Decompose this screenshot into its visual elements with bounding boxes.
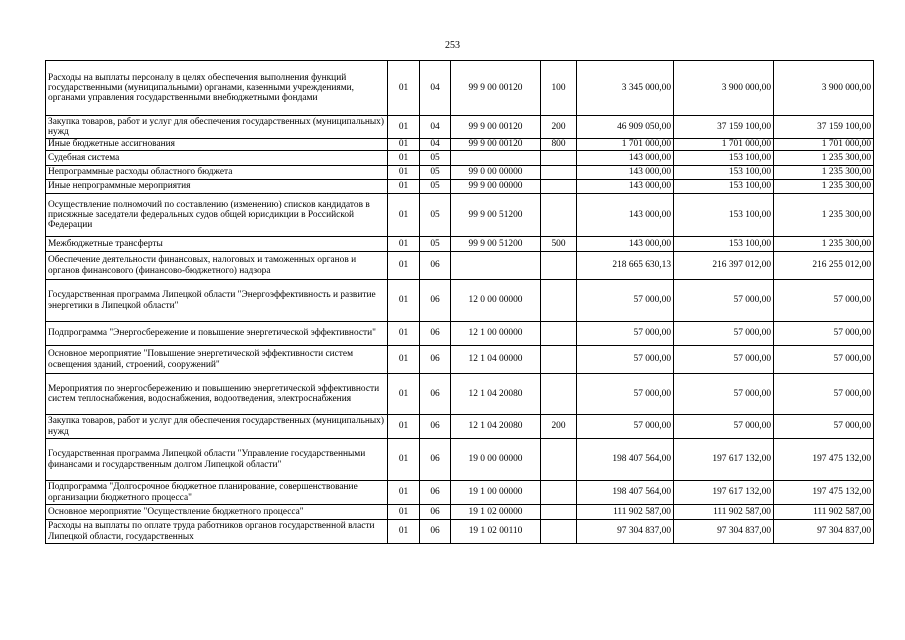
- amount-year2-cell: 57 000,00: [674, 322, 774, 346]
- row-name-cell: Подпрограмма "Долгосрочное бюджетное планирование, совершенствование организации бюджетного процесса": [46, 481, 388, 505]
- amount-year1-cell: 57 000,00: [577, 280, 674, 322]
- section-cell: 01: [388, 180, 420, 194]
- section-cell: 01: [388, 139, 420, 151]
- row-name-cell: Иные бюджетные ассигнования: [46, 139, 388, 151]
- amount-year3-cell: 197 475 132,00: [774, 481, 874, 505]
- amount-year1-cell: 97 304 837,00: [577, 520, 674, 544]
- amount-year1-cell: 198 407 564,00: [577, 439, 674, 481]
- amount-year1-cell: 57 000,00: [577, 322, 674, 346]
- target-article-cell: 19 1 00 00000: [451, 481, 541, 505]
- target-article-cell: 12 0 00 00000: [451, 280, 541, 322]
- page-number: 253: [445, 40, 460, 51]
- table-row: [46, 520, 874, 544]
- amount-year3-cell: 197 475 132,00: [774, 439, 874, 481]
- amount-year3-cell: 37 159 100,00: [774, 116, 874, 139]
- amount-year1-cell: 111 902 587,00: [577, 505, 674, 520]
- target-article-cell: 99 9 00 00120: [451, 116, 541, 139]
- table-row: [46, 151, 874, 166]
- subsection-cell: 04: [420, 139, 451, 151]
- row-name-cell: Основное мероприятие "Осуществление бюджетного процесса": [46, 505, 388, 520]
- amount-year3-cell: 57 000,00: [774, 322, 874, 346]
- amount-year2-cell: 37 159 100,00: [674, 116, 774, 139]
- target-article-cell: 12 1 00 00000: [451, 322, 541, 346]
- section-cell: 01: [388, 280, 420, 322]
- amount-year2-cell: 153 100,00: [674, 237, 774, 252]
- amount-year3-cell: 1 235 300,00: [774, 237, 874, 252]
- subsection-cell: 06: [420, 481, 451, 505]
- amount-year3-cell: 1 235 300,00: [774, 180, 874, 194]
- section-cell: 01: [388, 116, 420, 139]
- table-row: [46, 180, 874, 194]
- amount-year1-cell: 46 909 050,00: [577, 116, 674, 139]
- table-row: [46, 280, 874, 322]
- subsection-cell: 06: [420, 415, 451, 439]
- row-name-cell: Основное мероприятие "Повышение энергетической эффективности систем освещения зданий, строений, сооружений": [46, 346, 388, 374]
- row-name-cell: Расходы на выплаты по оплате труда работников органов государственной власти Липецкой области, государственных: [46, 520, 388, 544]
- amount-year1-cell: 57 000,00: [577, 374, 674, 415]
- target-article-cell: 99 0 00 00000: [451, 166, 541, 180]
- subsection-cell: 06: [420, 322, 451, 346]
- row-name-cell: Межбюджетные трансферты: [46, 237, 388, 252]
- row-name-cell: Непрограммные расходы областного бюджета: [46, 166, 388, 180]
- amount-year1-cell: 143 000,00: [577, 237, 674, 252]
- table-row: [46, 139, 874, 151]
- table-row: [46, 322, 874, 346]
- section-cell: 01: [388, 505, 420, 520]
- amount-year2-cell: 111 902 587,00: [674, 505, 774, 520]
- table-row: [46, 61, 874, 116]
- table-row: [46, 374, 874, 415]
- amount-year2-cell: 153 100,00: [674, 166, 774, 180]
- section-cell: 01: [388, 374, 420, 415]
- target-article-cell: 99 9 00 00000: [451, 180, 541, 194]
- amount-year3-cell: 3 900 000,00: [774, 61, 874, 116]
- amount-year1-cell: 143 000,00: [577, 180, 674, 194]
- expense-type-cell: [541, 151, 577, 166]
- section-cell: 01: [388, 520, 420, 544]
- section-cell: 01: [388, 61, 420, 116]
- section-cell: 01: [388, 346, 420, 374]
- subsection-cell: 05: [420, 180, 451, 194]
- expense-type-cell: 200: [541, 415, 577, 439]
- subsection-cell: 05: [420, 194, 451, 237]
- table-row: [46, 346, 874, 374]
- expense-type-cell: 200: [541, 116, 577, 139]
- amount-year1-cell: 143 000,00: [577, 166, 674, 180]
- amount-year2-cell: 57 000,00: [674, 280, 774, 322]
- amount-year1-cell: 218 665 630,13: [577, 252, 674, 280]
- target-article-cell: 19 1 02 00000: [451, 505, 541, 520]
- target-article-cell: 12 1 04 20080: [451, 415, 541, 439]
- table-row: [46, 505, 874, 520]
- table-row: [46, 237, 874, 252]
- target-article-cell: 19 0 00 00000: [451, 439, 541, 481]
- row-name-cell: Государственная программа Липецкой области "Энергоэффективность и развитие энергетики в Липецкой области": [46, 280, 388, 322]
- subsection-cell: 06: [420, 280, 451, 322]
- amount-year2-cell: 153 100,00: [674, 194, 774, 237]
- amount-year3-cell: 57 000,00: [774, 346, 874, 374]
- expense-type-cell: [541, 439, 577, 481]
- section-cell: 01: [388, 252, 420, 280]
- row-name-cell: Закупка товаров, работ и услуг для обеспечения государственных (муниципальных) нужд: [46, 415, 388, 439]
- subsection-cell: 04: [420, 61, 451, 116]
- table-row: [46, 194, 874, 237]
- target-article-cell: 19 1 02 00110: [451, 520, 541, 544]
- section-cell: 01: [388, 481, 420, 505]
- amount-year2-cell: 197 617 132,00: [674, 439, 774, 481]
- table-row: [46, 415, 874, 439]
- subsection-cell: 06: [420, 439, 451, 481]
- target-article-cell: 12 1 04 00000: [451, 346, 541, 374]
- expense-type-cell: 500: [541, 237, 577, 252]
- expense-type-cell: [541, 346, 577, 374]
- expense-type-cell: [541, 374, 577, 415]
- amount-year1-cell: 3 345 000,00: [577, 61, 674, 116]
- expense-type-cell: 800: [541, 139, 577, 151]
- section-cell: 01: [388, 166, 420, 180]
- amount-year3-cell: 1 701 000,00: [774, 139, 874, 151]
- subsection-cell: 05: [420, 237, 451, 252]
- section-cell: 01: [388, 439, 420, 481]
- row-name-cell: Закупка товаров, работ и услуг для обеспечения государственных (муниципальных) нужд: [46, 116, 388, 139]
- table-body: [46, 61, 874, 544]
- row-name-cell: Расходы на выплаты персоналу в целях обеспечения выполнения функций государственными (муниципальными) органами, казенными учреждениями, органами управления государственными внебюджетными фондами: [46, 61, 388, 116]
- section-cell: 01: [388, 415, 420, 439]
- amount-year3-cell: 97 304 837,00: [774, 520, 874, 544]
- expense-type-cell: [541, 322, 577, 346]
- amount-year2-cell: 97 304 837,00: [674, 520, 774, 544]
- amount-year3-cell: 57 000,00: [774, 374, 874, 415]
- section-cell: 01: [388, 194, 420, 237]
- expense-type-cell: [541, 505, 577, 520]
- expense-type-cell: [541, 166, 577, 180]
- budget-table: [45, 60, 874, 544]
- expense-type-cell: [541, 252, 577, 280]
- expense-type-cell: 100: [541, 61, 577, 116]
- amount-year2-cell: 57 000,00: [674, 346, 774, 374]
- table-row: [46, 439, 874, 481]
- expense-type-cell: [541, 194, 577, 237]
- amount-year3-cell: 1 235 300,00: [774, 151, 874, 166]
- amount-year3-cell: 216 255 012,00: [774, 252, 874, 280]
- subsection-cell: 04: [420, 116, 451, 139]
- amount-year2-cell: 57 000,00: [674, 374, 774, 415]
- amount-year2-cell: 216 397 012,00: [674, 252, 774, 280]
- target-article-cell: 99 9 00 00120: [451, 139, 541, 151]
- amount-year2-cell: 197 617 132,00: [674, 481, 774, 505]
- target-article-cell: 12 1 04 20080: [451, 374, 541, 415]
- row-name-cell: Подпрограмма "Энергосбережение и повышение энергетической эффективности": [46, 322, 388, 346]
- target-article-cell: 99 9 00 51200: [451, 237, 541, 252]
- row-name-cell: Государственная программа Липецкой области "Управление государственными финансами и государственным долгом Липецкой области": [46, 439, 388, 481]
- amount-year2-cell: 153 100,00: [674, 151, 774, 166]
- section-cell: 01: [388, 237, 420, 252]
- section-cell: 01: [388, 151, 420, 166]
- table-row: [46, 481, 874, 505]
- subsection-cell: 05: [420, 151, 451, 166]
- table-row: [46, 166, 874, 180]
- expense-type-cell: [541, 280, 577, 322]
- table-row: [46, 116, 874, 139]
- amount-year3-cell: 57 000,00: [774, 415, 874, 439]
- amount-year1-cell: 57 000,00: [577, 415, 674, 439]
- row-name-cell: Судебная система: [46, 151, 388, 166]
- row-name-cell: Осуществление полномочий по составлению (изменению) списков кандидатов в присяжные заседатели федеральных судов общей юрисдикции в Российской Федерации: [46, 194, 388, 237]
- amount-year2-cell: 1 701 000,00: [674, 139, 774, 151]
- target-article-cell: [451, 252, 541, 280]
- amount-year1-cell: 1 701 000,00: [577, 139, 674, 151]
- amount-year1-cell: 57 000,00: [577, 346, 674, 374]
- expense-type-cell: [541, 180, 577, 194]
- amount-year2-cell: 3 900 000,00: [674, 61, 774, 116]
- subsection-cell: 06: [420, 346, 451, 374]
- amount-year1-cell: 143 000,00: [577, 151, 674, 166]
- amount-year3-cell: 111 902 587,00: [774, 505, 874, 520]
- expense-type-cell: [541, 481, 577, 505]
- amount-year3-cell: 1 235 300,00: [774, 166, 874, 180]
- target-article-cell: 99 9 00 51200: [451, 194, 541, 237]
- subsection-cell: 06: [420, 520, 451, 544]
- subsection-cell: 05: [420, 166, 451, 180]
- subsection-cell: 06: [420, 252, 451, 280]
- subsection-cell: 06: [420, 505, 451, 520]
- amount-year2-cell: 57 000,00: [674, 415, 774, 439]
- expense-type-cell: [541, 520, 577, 544]
- amount-year3-cell: 57 000,00: [774, 280, 874, 322]
- row-name-cell: Обеспечение деятельности финансовых, налоговых и таможенных органов и органов финансового (финансово-бюджетного) надзора: [46, 252, 388, 280]
- amount-year2-cell: 153 100,00: [674, 180, 774, 194]
- target-article-cell: [451, 151, 541, 166]
- subsection-cell: 06: [420, 374, 451, 415]
- amount-year1-cell: 198 407 564,00: [577, 481, 674, 505]
- row-name-cell: Иные непрограммные мероприятия: [46, 180, 388, 194]
- amount-year1-cell: 143 000,00: [577, 194, 674, 237]
- amount-year3-cell: 1 235 300,00: [774, 194, 874, 237]
- row-name-cell: Мероприятия по энергосбережению и повышению энергетической эффективности систем теплоснабжения, водоснабжения, водоотведения, электроснабжения: [46, 374, 388, 415]
- section-cell: 01: [388, 322, 420, 346]
- table-row: [46, 252, 874, 280]
- target-article-cell: 99 9 00 00120: [451, 61, 541, 116]
